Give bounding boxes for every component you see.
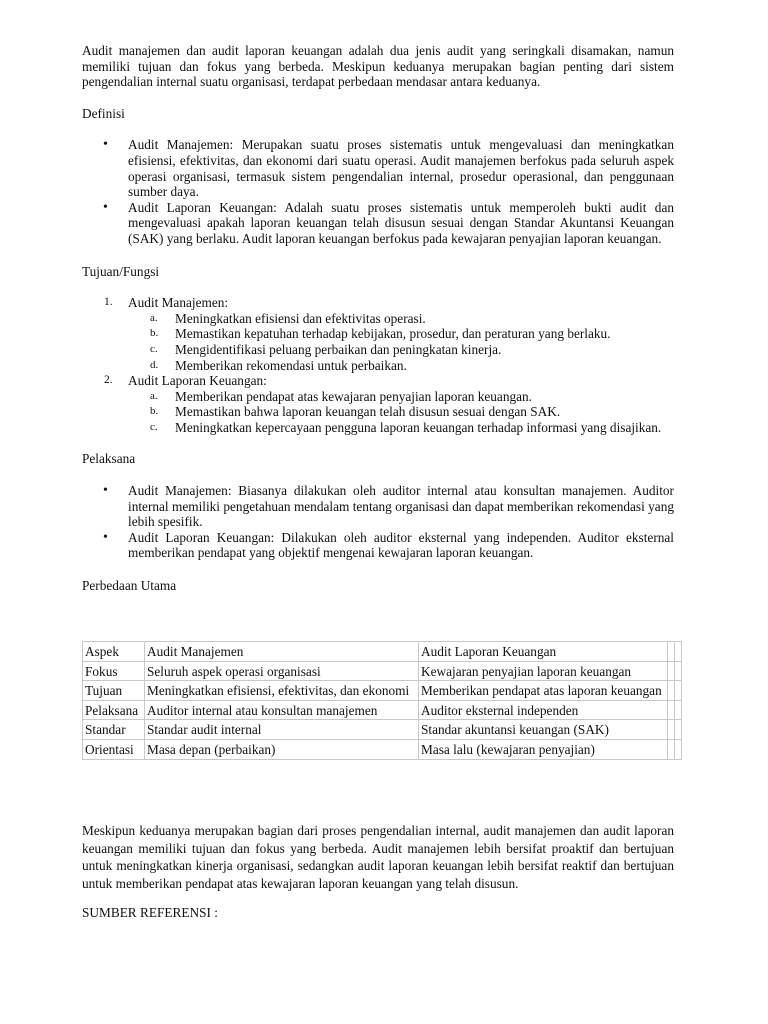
comparison-table: [82, 641, 682, 760]
heading-pelaksana: Pelaksana: [82, 451, 136, 467]
table-empty-cell: [668, 700, 675, 720]
list-item-text: Meningkatkan efisiensi dan efektivitas operasi.: [175, 310, 426, 326]
table-header-cell: Audit Manajemen: [145, 642, 419, 662]
list-item: [128, 326, 674, 342]
tujuan-group-audit-manajemen: [82, 295, 674, 373]
tujuan-group-title: Audit Laporan Keuangan:: [128, 373, 267, 389]
table-header-cell: Aspek: [83, 642, 145, 662]
table-cell: Masa depan (perbaikan): [145, 739, 419, 759]
heading-definisi: Definisi: [82, 105, 125, 121]
table-cell: Orientasi: [83, 739, 145, 759]
tujuan-subitems: [128, 311, 674, 373]
definisi-list: [82, 137, 674, 246]
document-body: [82, 43, 674, 594]
table-cell: Memberikan pendapat atas laporan keuangan: [419, 681, 668, 701]
pelaksana-item-audit-manajemen: • Audit Manajemen: Biasanya dilakukan oleh auditor internal atau konsultan manajemen. Auditor internal memiliki pengetahuan mendalam tentang organisasi dan dapat memberikan rekomendasi yang lebih spesifik.: [82, 483, 674, 530]
list-letter: c.: [150, 420, 158, 433]
list-item-text: Memberikan rekomendasi untuk perbaikan.: [175, 357, 407, 373]
tujuan-group-audit-laporan-keuangan: [82, 373, 674, 435]
table-empty-cell: [675, 642, 682, 662]
list-item-text: Memberikan pendapat atas kewajaran penyajian laporan keuangan.: [175, 388, 533, 404]
table-cell: Pelaksana: [83, 700, 145, 720]
table-cell: Auditor eksternal independen: [419, 700, 668, 720]
list-item: [128, 358, 674, 374]
list-letter: c.: [150, 342, 158, 355]
list-item-text: Memastikan bahwa laporan keuangan telah disusun sesuai dengan SAK.: [175, 404, 561, 420]
table-cell: Standar akuntansi keuangan (SAK): [419, 720, 668, 740]
list-letter: b.: [150, 327, 159, 340]
table-cell: Tujuan: [83, 681, 145, 701]
table-header-row: [83, 642, 682, 662]
list-item: [128, 404, 674, 420]
list-letter: a.: [150, 311, 158, 324]
tujuan-list: [82, 295, 674, 435]
table-empty-cell: [675, 739, 682, 759]
table-empty-cell: [675, 720, 682, 740]
list-letter: d.: [150, 358, 159, 371]
list-item-text: Mengidentifikasi peluang perbaikan dan peningkatan kinerja.: [175, 341, 502, 357]
table-empty-cell: [675, 700, 682, 720]
table-empty-cell: [668, 739, 675, 759]
intro-paragraph: Audit manajemen dan audit laporan keuangan adalah dua jenis audit yang seringkali disamakan, namun memiliki tujuan dan fokus yang berbeda. Meskipun keduanya merupakan bagian penting dari sistem pengendalian internal suatu organisasi, terdapat perbedaan mendasar antara keduanya.: [82, 43, 674, 90]
tujuan-group-title: Audit Manajemen:: [128, 295, 229, 311]
table-empty-cell: [668, 661, 675, 681]
heading-perbedaan-utama: Perbedaan Utama: [82, 578, 177, 594]
table-cell: Standar: [83, 720, 145, 740]
table-row: [83, 739, 682, 759]
table-empty-cell: [675, 661, 682, 681]
table-cell: Meningkatkan efisiensi, efektivitas, dan ekonomi: [145, 681, 419, 701]
tujuan-subitems: [128, 389, 674, 436]
list-number: 2.: [104, 374, 113, 387]
table-cell: Standar audit internal: [145, 720, 419, 740]
definisi-item-audit-laporan-keuangan: • Audit Laporan Keuangan: Adalah suatu proses sistematis untuk memperoleh bukti audit dan mengevaluasi apakah laporan keuangan telah disusun sesuai dengan Standar Akuntansi Keuangan (SAK) yang berlaku. Audit laporan keuangan berfokus pada kewajaran penyajian laporan keuangan.: [82, 200, 674, 247]
table-cell: Auditor internal atau konsultan manajemen: [145, 700, 419, 720]
table-empty-cell: [668, 720, 675, 740]
definisi-item-audit-manajemen: • Audit Manajemen: Merupakan suatu proses sistematis untuk mengevaluasi dan meningkatkan efisiensi, efektivitas, dan ekonomi dari suatu operasi. Audit manajemen berfokus pada seluruh aspek operasi organisasi, termasuk sistem pengendalian internal, prosedur operasional, dan penggunaan sumber daya.: [82, 137, 674, 199]
table-cell: Seluruh aspek operasi organisasi: [145, 661, 419, 681]
table-empty-cell: [668, 681, 675, 701]
table-row: [83, 700, 682, 720]
conclusion-paragraph: Meskipun keduanya merupakan bagian dari proses pengendalian internal, audit manajemen dan audit laporan keuangan memiliki tujuan dan fokus yang berbeda. Audit manajemen lebih bersifat proaktif dan bertujuan untuk meningkatkan kinerja organisasi, sedangkan audit laporan keuangan lebih bersifat reaktif dan bertujuan untuk memberikan pendapat atas kewajaran laporan keuangan yang telah disusun.: [82, 823, 674, 891]
table-cell: Fokus: [83, 661, 145, 681]
heading-tujuan-fungsi: Tujuan/Fungsi: [82, 263, 160, 279]
list-item: [128, 342, 674, 358]
table-row: [83, 681, 682, 701]
table-row: [83, 661, 682, 681]
table-cell: Kewajaran penyajian laporan keuangan: [419, 661, 668, 681]
list-item: [128, 420, 674, 436]
table-row: [83, 720, 682, 740]
pelaksana-item-audit-laporan-keuangan: • Audit Laporan Keuangan: Dilakukan oleh auditor eksternal yang independen. Auditor eksternal memberikan pendapat yang objektif mengenai kewajaran laporan keuangan.: [82, 530, 674, 561]
list-item-text: Meningkatkan kepercayaan pengguna laporan keuangan terhadap informasi yang disajikan.: [175, 419, 662, 435]
pelaksana-list: [82, 483, 674, 561]
list-number: 1.: [104, 296, 113, 309]
table-header-cell: Audit Laporan Keuangan: [419, 642, 668, 662]
list-letter: b.: [150, 405, 159, 418]
table-empty-cell: [668, 642, 675, 662]
table-empty-cell: [675, 681, 682, 701]
table-cell: Masa lalu (kewajaran penyajian): [419, 739, 668, 759]
list-item: [128, 389, 674, 405]
sumber-referensi-heading: SUMBER REFERENSI :: [82, 905, 218, 920]
list-item: [128, 311, 674, 327]
list-item-text: Memastikan kepatuhan terhadap kebijakan, prosedur, dan peraturan yang berlaku.: [175, 326, 611, 342]
list-letter: a.: [150, 389, 158, 402]
